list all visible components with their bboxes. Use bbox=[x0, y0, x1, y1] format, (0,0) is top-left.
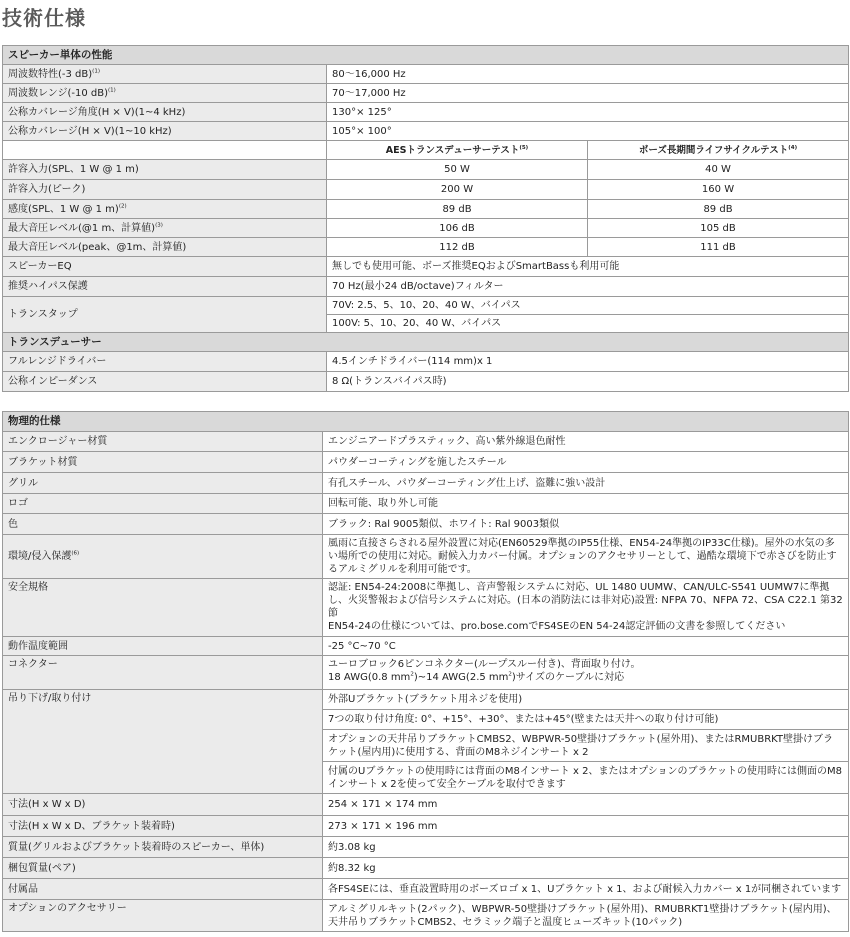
row-value-mount-1: 外部Uブラケット(ブラケット用ネジを使用) bbox=[323, 690, 849, 710]
table-row bbox=[3, 219, 849, 238]
row-label: グリル bbox=[3, 473, 323, 494]
table-row bbox=[3, 794, 849, 816]
row-value-aes: 50 W bbox=[327, 160, 588, 180]
header-empty bbox=[3, 141, 327, 160]
table-row bbox=[3, 579, 849, 637]
table-row bbox=[3, 816, 849, 837]
speaker-spec-table bbox=[2, 45, 849, 392]
table-row bbox=[3, 257, 849, 277]
table-row bbox=[3, 837, 849, 858]
row-label: オプションのアクセサリー bbox=[3, 900, 323, 932]
table-row bbox=[3, 352, 849, 372]
page-title: 技術仕様 bbox=[2, 6, 86, 30]
row-value-aes: 112 dB bbox=[327, 238, 588, 257]
row-value: パウダーコーティングを施したスチール bbox=[323, 452, 849, 473]
row-value-life: 111 dB bbox=[588, 238, 849, 257]
row-value: 130°× 125° bbox=[327, 103, 849, 122]
row-label: 最大音圧レベル(@1 m、計算値)$^{(3)}$ bbox=[3, 219, 327, 238]
row-value-aes: 89 dB bbox=[327, 200, 588, 219]
row-label: 許容入力(ピーク) bbox=[3, 180, 327, 200]
row-value: 70 Hz(最小24 dB/octave)フィルター bbox=[327, 277, 849, 297]
row-value: 8 Ω(トランスバイパス時) bbox=[327, 372, 849, 392]
row-label: 許容入力(SPL、1 W @ 1 m) bbox=[3, 160, 327, 180]
row-value-life: 160 W bbox=[588, 180, 849, 200]
table-row bbox=[3, 432, 849, 452]
table-row bbox=[3, 277, 849, 297]
row-value-aes: 200 W bbox=[327, 180, 588, 200]
row-value-mount-2: 7つの取り付け角度: 0°、+15°、+30°、または+45°(壁または天井への取り付け可能) bbox=[323, 710, 849, 730]
table-row bbox=[3, 900, 849, 932]
table-row bbox=[3, 297, 849, 315]
row-value-life: 105 dB bbox=[588, 219, 849, 238]
row-value: 回転可能、取り外し可能 bbox=[323, 494, 849, 514]
row-label: 色 bbox=[3, 514, 323, 535]
row-value: 認証: EN54-24:2008に準拠し、音声警報システムに対応、UL 1480 UUMW、CAN/ULC-S541 UUMW7に準拠し、火災警報および信号システムに対応。(日本の消防法には非対応)設置: NFPA 70、NFPA 72、CSA C22.1 第32節 EN54-24の仕様については、pro.bose.comでFS4SEのEN 54-24認定評価の文書を参照してください bbox=[323, 579, 849, 637]
row-label: 感度(SPL、1 W @ 1 m)$^{(2)}$ bbox=[3, 200, 327, 219]
row-label: 梱包質量(ペア) bbox=[3, 858, 323, 879]
row-label: 環境/侵入保護$^{(6)}$ bbox=[3, 535, 323, 579]
table-row bbox=[3, 535, 849, 579]
table-row bbox=[3, 656, 849, 690]
row-label: 安全規格 bbox=[3, 579, 323, 637]
row-value: ユーロブロック6ピンコネクター(ループスルー付き)、背面取り付け。 18 AWG(0.8 $mm^2)\sim 14$ AWG(2.5 $mm^2$)サイズのケーブルに対応 bbox=[323, 656, 849, 690]
row-value: アルミグリルキット(2パック)、WBPWR-50壁掛けブラケット(屋外用)、RMUBRKT1壁掛けブラケット(屋内用)、天井吊りブラケットCMBS2、セラミック端子と温度ヒューズキット(10パック) bbox=[323, 900, 849, 932]
row-label: 動作温度範囲 bbox=[3, 637, 323, 656]
row-label: スピーカーEQ bbox=[3, 257, 327, 277]
table-row bbox=[3, 372, 849, 392]
row-label: 公称カバレージ角度(H × V)(1~4 kHz) bbox=[3, 103, 327, 122]
row-label: ブラケット材質 bbox=[3, 452, 323, 473]
table-row bbox=[3, 160, 849, 180]
row-label: 寸法(H x W x D) bbox=[3, 794, 323, 816]
row-value: 有孔スチール、パウダーコーティング仕上げ、盗難に強い設計 bbox=[323, 473, 849, 494]
section-title-physical: 物理的仕様 bbox=[3, 412, 849, 432]
row-label: 公称カバレージ(H × V)(1~10 kHz) bbox=[3, 122, 327, 141]
table-row bbox=[3, 494, 849, 514]
row-value: エンジニアードプラスティック、高い紫外線退色耐性 bbox=[323, 432, 849, 452]
row-value-70v: 70V: 2.5、5、10、20、40 W、バイパス bbox=[327, 297, 849, 315]
column-header-row bbox=[3, 141, 849, 160]
row-value-mount-3: オプションの天井吊りブラケットCMBS2、WBPWR-50壁掛けブラケット(屋外用)、またはRMUBRKT壁掛けブラケット(屋内用)に使用する、背面のM8ネジインサート x 2 bbox=[323, 730, 849, 762]
table-row bbox=[3, 238, 849, 257]
row-value: 風雨に直接さらされる屋外設置に対応(EN60529準拠のIP55仕様、EN54-24準拠のIP33C仕様)。屋外の水気の多い場所での使用に対応。耐候入力カバー付属。オプションのアクセサリーとして、過酷な環境下で赤さびを防止するアルミグリルを利用可能です。 bbox=[323, 535, 849, 579]
row-label: 推奨ハイパス保護 bbox=[3, 277, 327, 297]
table-row bbox=[3, 858, 849, 879]
table-row bbox=[3, 879, 849, 900]
table-row bbox=[3, 65, 849, 84]
table-row bbox=[3, 103, 849, 122]
row-value: 各FS4SEには、垂直設置時用のボーズロゴ x 1、Uブラケット x 1、および耐候入力カバー x 1が同梱されています bbox=[323, 879, 849, 900]
row-value: 70～17,000 Hz bbox=[327, 84, 849, 103]
section-title-speaker: スピーカー単体の性能 bbox=[3, 46, 849, 65]
row-label: 公称インピーダンス bbox=[3, 372, 327, 392]
row-label: トランスタップ bbox=[3, 297, 327, 333]
table-row bbox=[3, 84, 849, 103]
row-value: 273 × 171 × 196 mm bbox=[323, 816, 849, 837]
column-header-aes: AESトランスデューサーテスト$^{(5)}$ bbox=[327, 141, 588, 160]
row-value: 約3.08 kg bbox=[323, 837, 849, 858]
table-row bbox=[3, 200, 849, 219]
row-label: 周波数特性(-3 dB)$^{(1)}$ bbox=[3, 65, 327, 84]
row-label: エンクロージャー材質 bbox=[3, 432, 323, 452]
row-value: 254 × 171 × 174 mm bbox=[323, 794, 849, 816]
row-value: 80～16,000 Hz bbox=[327, 65, 849, 84]
row-value-life: 89 dB bbox=[588, 200, 849, 219]
row-label: 寸法(H x W x D、ブラケット装着時) bbox=[3, 816, 323, 837]
row-label: 質量(グリルおよびブラケット装着時のスピーカー、単体) bbox=[3, 837, 323, 858]
row-label: 周波数レンジ(-10 dB)$^{(1)}$ bbox=[3, 84, 327, 103]
table-row bbox=[3, 514, 849, 535]
row-label: 付属品 bbox=[3, 879, 323, 900]
table-row bbox=[3, 690, 849, 710]
row-label: 最大音圧レベル(peak、@1m、計算値) bbox=[3, 238, 327, 257]
table-row bbox=[3, 637, 849, 656]
row-value: 105°× 100° bbox=[327, 122, 849, 141]
row-value: -25 °C~70 °C bbox=[323, 637, 849, 656]
row-label: ロゴ bbox=[3, 494, 323, 514]
physical-spec-table bbox=[2, 411, 849, 932]
row-value-aes: 106 dB bbox=[327, 219, 588, 238]
row-value-100v: 100V: 5、10、20、40 W、バイパス bbox=[327, 315, 849, 333]
row-value: ブラック: Ral 9005類似、ホワイト: Ral 9003類似 bbox=[323, 514, 849, 535]
row-value: 4.5インチドライバー(114 mm)x 1 bbox=[327, 352, 849, 372]
row-value-life: 40 W bbox=[588, 160, 849, 180]
row-value: 約8.32 kg bbox=[323, 858, 849, 879]
table-row bbox=[3, 122, 849, 141]
table-row bbox=[3, 473, 849, 494]
row-label: フルレンジドライバー bbox=[3, 352, 327, 372]
table-row bbox=[3, 452, 849, 473]
section-title-transducer: トランスデューサー bbox=[3, 333, 849, 352]
row-label: コネクター bbox=[3, 656, 323, 690]
row-label: 吊り下げ/取り付け bbox=[3, 690, 323, 794]
row-value-mount-4: 付属のUブラケットの使用時には背面のM8インサート x 2、またはオプションのブラケットの使用時には側面のM8インサート x 2を使って安全ケーブルを取付できます bbox=[323, 762, 849, 794]
row-value: 無しでも使用可能、ボーズ推奨EQおよびSmartBassも利用可能 bbox=[327, 257, 849, 277]
table-row bbox=[3, 180, 849, 200]
column-header-life: ボーズ長期間ライフサイクルテスト$^{(4)}$ bbox=[588, 141, 849, 160]
